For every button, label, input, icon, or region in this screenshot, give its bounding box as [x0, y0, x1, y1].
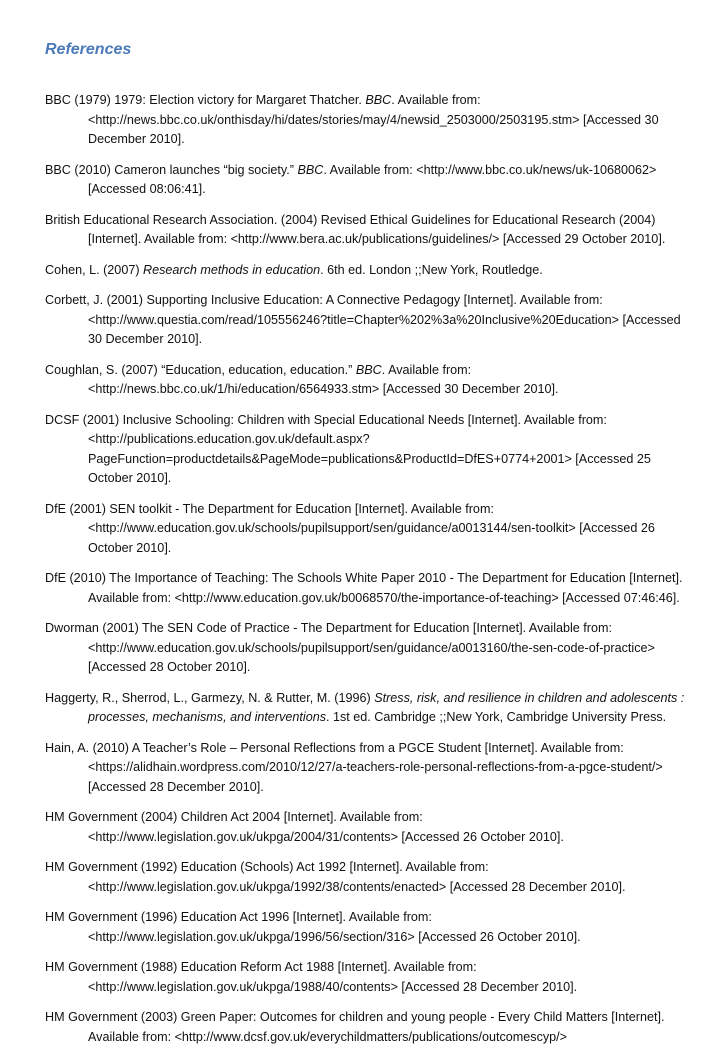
reference-item: Coughlan, S. (2007) “Education, education, education.” BBC. Available from: <http://news.bbc.co.uk/1/hi/education/6564933.stm> [Accessed 30 December 2010].	[45, 362, 559, 396]
reference-item: HM Government (2003) Green Paper: Outcomes for children and young people - Every Child Matters [Internet]. Available from: <http://www.dcsf.gov.uk/everychildmatters/publications/outcomescyp/>	[45, 1010, 665, 1044]
reference-item: Corbett, J. (2001) Supporting Inclusive Education: A Connective Pedagogy [Internet]. Available from: <http://www.questia.com/read/105556246?title=Chapter%202%3a%20Inclusive%20Education> [Accessed 30 December 2010].	[45, 293, 681, 346]
reference-item: BBC (1979) 1979: Election victory for Margaret Thatcher. BBC. Available from: <http://news.bbc.co.uk/onthisday/hi/dates/stories/may/4/newsid_2503000/2503195.stm> [Accessed 30 December 2010].	[45, 93, 659, 146]
reference-item: DfE (2010) The Importance of Teaching: The Schools White Paper 2010 - The Department for Education [Internet]. Available from: <http://www.education.gov.uk/b0068570/the-importance-of-teaching> [Accessed 07:46:46].	[45, 571, 683, 605]
reference-item: Hain, A. (2010) A Teacher’s Role – Personal Reflections from a PGCE Student [Internet]. Available from: <https://alidhain.wordpress.com/2010/12/27/a-teachers-role-personal-reflections-from-a-pgce-student/> [Accessed 28 December 2010].	[45, 740, 663, 794]
page-title: References	[45, 41, 132, 58]
reference-item: HM Government (1988) Education Reform Act 1988 [Internet]. Available from: <http://www.legislation.gov.uk/ukpga/1988/40/contents> [Accessed 28 December 2010].	[45, 960, 578, 994]
reference-item: Haggerty, R., Sherrod, L., Garmezy, N. & Rutter, M. (1996) Stress, risk, and resilience in children and adolescents : processes, mechanisms, and interventions. 1st ed. Cambridge ;;New York, Cambridge University Press.	[45, 690, 685, 724]
references-page	[45, 38, 690, 1058]
reference-item: DfE (2001) SEN toolkit - The Department for Education [Internet]. Available from: <http://www.education.gov.uk/schools/pupilsupport/sen/guidance/a0013144/sen-toolkit> [Accessed 26 October 2010].	[45, 501, 655, 555]
reference-item: Dworman (2001) The SEN Code of Practice - The Department for Education [Internet]. Available from: <http://www.education.gov.uk/schools/pupilsupport/sen/guidance/a0013160/the-sen-code-of-practice> [Accessed 28 October 2010].	[45, 621, 655, 674]
reference-item: DCSF (2001) Inclusive Schooling: Children with Special Educational Needs [Internet]. Available from: <http://publications.education.gov.uk/default.aspx?PageFunction=productdetails&PageMode=publications&ProductId=DfES+0774+2001> [Accessed 25 October 2010].	[45, 412, 651, 485]
reference-item: Cohen, L. (2007) Research methods in education. 6th ed. London ;;New York, Routledge.	[45, 262, 543, 277]
reference-item: HM Government (1992) Education (Schools) Act 1992 [Internet]. Available from: <http://www.legislation.gov.uk/ukpga/1992/38/contents/enacted> [Accessed 28 December 2010].	[45, 860, 626, 894]
reference-item: BBC (2010) Cameron launches “big society.” BBC. Available from: <http://www.bbc.co.uk/news/uk-10680062> [Accessed 08:06:41].	[45, 162, 657, 196]
reference-item: HM Government (1996) Education Act 1996 [Internet]. Available from: <http://www.legislation.gov.uk/ukpga/1996/56/section/316> [Accessed 26 October 2010].	[45, 910, 581, 944]
reference-item: British Educational Research Association. (2004) Revised Ethical Guidelines for Educational Research (2004) [Internet]. Available from: <http://www.bera.ac.uk/publications/guidelines/> [Accessed 29 October 2010].	[45, 212, 666, 246]
reference-item: HM Government (2004) Children Act 2004 [Internet]. Available from: <http://www.legislation.gov.uk/ukpga/2004/31/contents> [Accessed 26 October 2010].	[45, 810, 564, 844]
